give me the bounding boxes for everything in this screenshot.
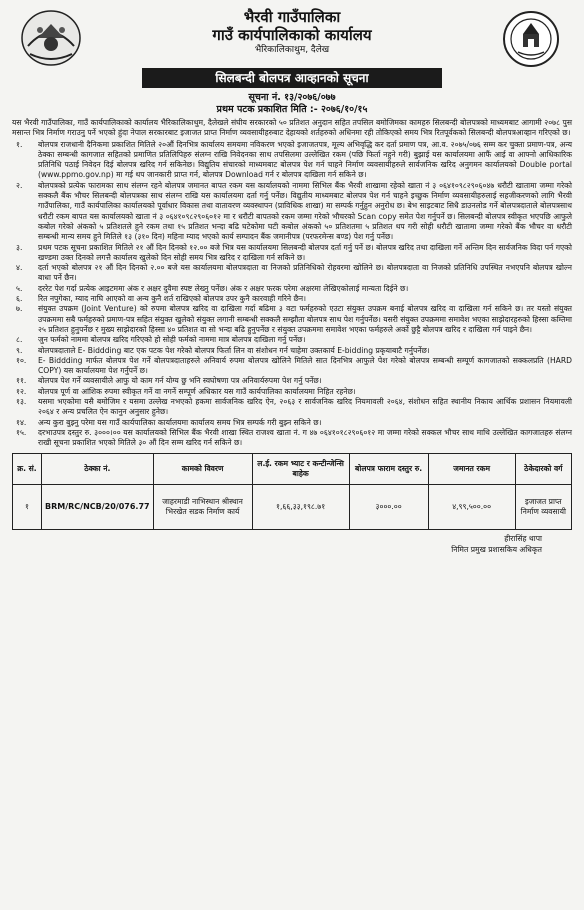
condition-number: ८. (16, 335, 23, 345)
condition-item (12, 335, 572, 345)
condition-item (12, 140, 572, 181)
condition-text: यसमा भएकोमा यसै बमोजिम र यसमा उल्लेख नभएको हकमा सार्वजनिक खरिद ऐन, २०६३ र सार्वजनिक खरिद नियमावली २०६४, संशोधन सहित स्थानीय निकाय आर्थिक प्रशासन नियमावली २०६४ र अन्य प्रचलित ऐन कानुन अनुसार हुनेछ। (38, 397, 572, 417)
condition-text: बोलपत्रको प्रत्येक फारामका साथ संलग्न रहने बोलपत्र जमानत बापत रकम यस कार्यालयको नाममा सिभिल बैंक भैरवी शाखामा रहेको खाता नं ३ ०६४१०९८२९०६०४७ धरौटी खातामा जम्मा गरेको सक्कलै बैंक भौचर सिलबन्दी बोलपत्रका साथ संलग्न राखि यस कार्यालयमा दर्ता गर्नु पर्नेछ। विद्युतीय माध्यमबाट बोलपत्र पेश गर्न चाहने इच्छुक निर्माण व्यवसायीहरुलाई सहजीकरणको लागि भैरवी गाउँपालिका, गाउँ कार्यपालिका कार्यालयको पूर्वाधार विकास तथा वातावरण व्यवस्थापन (प्राविधिक शाखा) मा सम्पर्क गर्नुहुन अनुरोध छ। बेभ साइटबाट सिधै डाउनलोड गर्ने बोलपत्रदाताले बोलपत्रसाथ धरौटी रकम बापत यस कार्यालयको खाता नं ३ ०६४१०९८२९०६०१२ मा र धरौटी बापतको रकम जम्मा गरेको भौचरको Scan copy समेत पेश गर्नुपर्ने छ। सिलबन्दी बोलपत्र स्वीकृत भएपछि आफुले कबोल गरेको अंकको ५ प्रतिशतले हुने रकम तथा १५ प्रतिशत भन्दा बढि घटेकोमा घटी कबोल अंकको ५० प्रतिशतमा ५ प्रतिशत थप गरी सोही धरौटी खातामा जम्मा गरेको बैंक भौचर वा धरौटी सम्बन्धी मान्य समय हुने मितिले १३ (३१० दिन) महिना म्याद भएको कार्य सम्पादन बैंक जमानीपत्र (परफरमेन्स बण्ड) पेश गर्नु पर्नेछ। (38, 180, 572, 242)
condition-item (12, 356, 572, 377)
condition-text: अन्य कुरा बुझ्नु परेमा यस गाउँ कार्यपालिका कार्यालयमा कार्यालय समय भित्र सम्पर्क गरी बुझ्न सकिने छ। (38, 417, 322, 427)
condition-text: बोलपत्र पूर्ण वा आंशिक रुपमा स्वीकृत गर्ने वा नगर्ने सम्पूर्ण अधिकार यस गाउँ कार्यपालिका कार्यालयमा निहित रहनेछ। (38, 386, 356, 396)
col-contract-no: ठेक्का नं. (42, 453, 154, 484)
condition-item (12, 418, 572, 428)
condition-text: जुन फर्मको नाममा बोलपत्र खरिद गरिएको हो सोही फर्मको नाममा मात्र बोलपत्र दाखिला गर्नु पर्नेछ। (38, 335, 306, 345)
condition-text: बोलपत्र पेश गर्ने व्यवसायीले आफु यो काम गर्न योग्य छु भनि स्वघोषणा पत्र अनिवार्यरुपमा पेश गर्नु पर्नेछ। (38, 376, 322, 386)
condition-text: प्रथम पटक सूचना प्रकाशित मितिले २१ औं दिन दिनको १२.०० बजे भित्र यस कार्यालयमा सिलबन्दी बोलपत्र दर्ता गर्नु पर्ने छ। बोलपत्र खरिद तथा दाखिला गर्ने अन्तिम दिन सार्वजनिक विदा पर्न गएको खण्डमा उक्त दिनको लगत्तै कार्यालय खुलेको दिन सोही समय भित्र खरिद र दाखिला गर्न सकिने छ। (38, 242, 572, 262)
condition-item (12, 284, 572, 294)
notice-title: सिलबन्दी बोलपत्र आव्हानको सूचना (142, 68, 442, 88)
col-contractor-class: ठेकेदारको वर्ग (515, 453, 571, 484)
publication-date: प्रथम पटक प्रकाशित मिति :- २०७६/१०/१५ (216, 104, 368, 115)
condition-item (12, 376, 572, 386)
cell-description: जाहरमाडी नाभिस्थान श्रीस्थान भिरखेत सडक निर्माण कार्य (153, 484, 252, 529)
intro-paragraph: यस भैरवी गाउँपालिका, गाउँ कार्यपालिकाको कार्यालय भैरिकालिकाथुम, दैलेखले संघीय सरकारको ५० प्रतिशत अनुदान सहित तपसिल बमोजिमका कामहरु सिलबन्दी बोलपत्रको माध्यमबाट आगामी २०७८ पुस मसान्त भित्र निर्माण गराउनु पर्ने भएको हुंदा नेपाल सरकारबाट इजाजत प्राप्त निर्माण व्यवसायीहरुबाट देहायको शर्तहरुको अधिनमा रही तोकिएको समय भित्र रितपूर्वकको सिलबन्दी बोलपत्रआव्हान गरिएको छ। (12, 118, 572, 138)
condition-item (12, 304, 572, 335)
col-description: कामको विवरण (153, 453, 252, 484)
nepal-emblem-icon (20, 8, 82, 68)
condition-number: ९. (16, 345, 23, 355)
municipality-name: भैरवी गाउँपालिका (243, 8, 341, 26)
signatory-name: हीरासिंह थापा (504, 533, 542, 543)
condition-number: १०. (16, 355, 27, 365)
cell-estimate: १,६६,३३,१९८.७१ (252, 484, 349, 529)
condition-text: E- Biddding मार्फत बोलपत्र पेश गर्ने बोलपत्रदाताहरुले अनिवार्य रुपमा बोलपत्र खोलिने मितिले सात दिनभित्र आफुले पेश गरेको बोलपत्र सम्बन्धी सम्पूर्ण कागजातको सक्कलप्रति (HARD COPY) यस कार्यालयमा पेश गर्नुपर्ने छ। (38, 355, 572, 376)
col-security: जमानत रकम (428, 453, 515, 484)
condition-number: १३. (16, 397, 27, 407)
condition-item (12, 181, 572, 243)
cell-contract-no: BRM/RC/NCB/20/076.77 (42, 484, 154, 529)
condition-number: २. (16, 180, 23, 190)
condition-text: दर्ता भएको बोलपत्र २१ औं दिन दिनको २.०० बजे यस कार्यालयमा बोलपत्रदाता वा निजको प्रतिनिधिको रोहवरमा खोलिने छ। बोलपत्रदाता वा निजको प्रतिनिधि उपस्थित नभएपनि बोलपत्र खोल्न बाधा पर्ने छैन। (38, 263, 572, 283)
office-address: भैरिकालिकाथुम, दैलेख (254, 45, 330, 55)
signature-block (12, 533, 572, 555)
letterhead (12, 8, 572, 66)
table-header-row (13, 453, 572, 484)
condition-item (12, 397, 572, 418)
condition-item (12, 294, 572, 304)
col-estimate: ल.ई. रकम भ्याट र कन्टीन्जेन्सि बाहेक (252, 453, 349, 484)
condition-number: १५. (16, 427, 27, 437)
condition-number: १. (16, 139, 23, 149)
municipality-logo-icon (502, 10, 560, 68)
condition-text: दरभाउपत्र दस्तुर रु. ३०००।०० यस कार्यालयको सिभिल बैंक भैरवी शाखा स्थित राजश्व खाता नं. ग ४७ ०६४१०१८२९०६०१२ मा जम्मा गरेको सक्कल भौचर साथ माथि उल्लेखित कागजातहरु संलग्न राखी सूचना प्रकाशित भएको मितिले ३० औं दिन सम्म खरिद गर्न सकिने छ। (38, 427, 572, 448)
condition-text: बोलपत्रदाताले E- Biddding बाट एक पटक पेश गरेको बोलपत्र फिर्ता लिन वा संशोधन गर्न चाहेमा उक्तकार्य E-bidding प्रकृयाबाटै गर्नुपर्नेछ। (38, 345, 430, 355)
table-row (13, 484, 572, 529)
condition-item (12, 428, 572, 449)
notice-number: सूचना नं. १३/२०७६/०७७ (248, 92, 336, 103)
condition-item (12, 387, 572, 397)
col-form-fee: बोलपत्र फाराम दस्तुर रु. (349, 453, 428, 484)
condition-text: दररेट पेश गर्दा प्रत्येक आइटममा अंक र अक्षर दुवैमा स्पष्ट लेख्नु पर्नेछ। अंक र अक्षर फरक परेमा अक्षरमा लेखिएकोलाई मान्यता दिईने छ। (38, 283, 409, 293)
condition-text: बोलपत्र राजधानी दैनिकमा प्रकाशित मितिले २०औं दिनभित्र कार्यालय समयमा नविकरण भएको इजाजतपत्र, मूल्य अभिवृद्धि कर दर्ता प्रमाण पत्र, आ.व. २०७५/०७६ सम्म कर चुक्ता प्रमाण-पत्र, अन्य ठेक्का सम्बन्धी कागजात सहितको प्रमाणित प्रतिलिपिहरु संलग्न राखि निवेदनका साथ तपसिलमा उल्लेखित रकम (पछि फिर्ता नहुने गरी) बुझाई यस कार्यालयमा आफैं आई वा आफ्नो आधिकारिक प्रतिनिधि पठाई निवेदन दिई बोलपत्र खरिद गर्न सकिनेछ। विद्युतिय संचारको माध्यमबाट बोलपत्र पेश गर्न चाहने निर्माण व्यवसायीहरुले सार्वजनिक खरिद अनुगमन कार्यालयको Double portal (www.ppmo.gov.np) मा गई थप जानकारी प्राप्त गर्न, बोलपत्र Download गर्न र बोलपत्र दाखिला गर्न सकिने छ। (38, 139, 572, 180)
condition-number: ११. (16, 376, 27, 386)
condition-number: ४. (16, 263, 23, 273)
condition-item (12, 263, 572, 284)
conditions-list (12, 140, 572, 449)
condition-number: ५. (16, 283, 23, 293)
condition-item (12, 243, 572, 264)
signatory-designation: निमित प्रमुख प्रशासकिय अधिकृत (451, 544, 542, 554)
cell-sn: १ (13, 484, 42, 529)
condition-number: ७. (16, 304, 23, 314)
cell-contractor-class: इजाजत प्राप्त निर्माण व्यवसायी (515, 484, 571, 529)
condition-number: १२. (16, 386, 27, 396)
office-name: गाउँ कार्यपालिकाको कार्यालय (212, 26, 372, 44)
col-sn: क्र. सं. (13, 453, 42, 484)
tender-table (12, 453, 572, 530)
condition-text: संयुक्त उपक्रम (Joint Venture) को रुपमा बोलपत्र खरिद वा दाखिला गर्दा बढिमा ३ वटा फर्महरुको एउटा संयुक्त उपक्रम बनाई बोलपत्र खरिद वा दाखिला गर्न सकिने छ। तर यस्तो संयुक्त उपक्रममा सबै फर्महरुको प्रमाण-पत्र सहित संयुक्त खुलेको संयुक्त लगानी सम्बन्धी सक्कलै सम्झौता बोलपत्र साथ पेश गर्नुपर्नेछ। यसरी संयुक्त उपक्रममा समावेश भएका साझेदारहरुको हिस्सा कम्तिमा २५ प्रतिशत हुनुपर्नेछ र मुख्य साझेदारको हिस्सा ४० प्रतिशत वा सो भन्दा बढि हुनुपर्नेछ र संयुक्त उपक्रममा समावेश भएका फर्महरुले अर्को छुट्टै बोलपत्र खरिद र दाखिला गर्न पाइने छैन। (38, 304, 572, 334)
cell-security: ४,९९,५००.०० (428, 484, 515, 529)
cell-form-fee: ३०००.०० (349, 484, 428, 529)
condition-number: ३. (16, 242, 23, 252)
condition-text: रित नपुगेका, म्याद नाघि आएको वा अन्य कुनै शर्त राखिएको बोलपत्र उपर कुनै कारवाही गरिने छैन। (38, 294, 306, 304)
condition-number: ६. (16, 294, 23, 304)
condition-item (12, 346, 572, 356)
office-name-block (112, 8, 472, 57)
condition-number: १४. (16, 417, 27, 427)
